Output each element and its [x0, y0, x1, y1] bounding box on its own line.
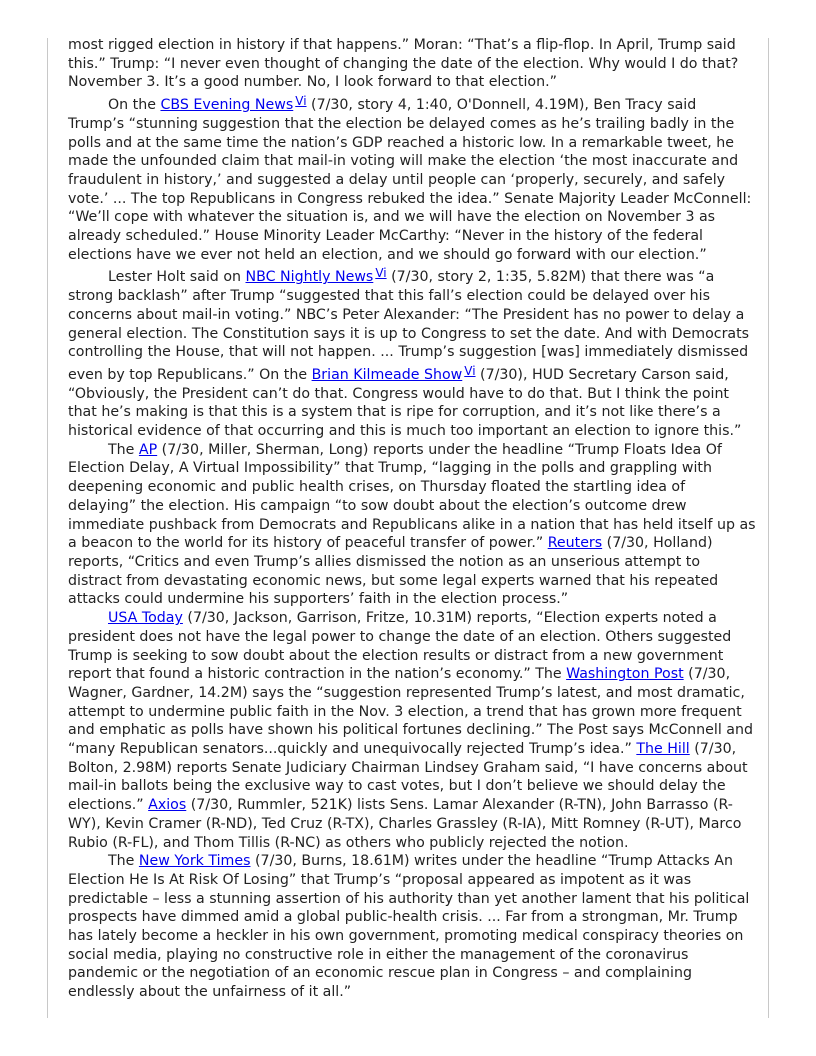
- paragraph-text: (7/30, Holland) reports, “Critics and even Trump’s allies dismissed the notion as an unserious attempt to distract from devastating economic news, but some legal experts warned that his repeated attacks could undermine his supporters’ faith in the election process.”: [68, 535, 719, 608]
- paragraph-text: Lester Holt said on: [108, 269, 246, 286]
- link-brian-kilmeade-show[interactable]: Brian Kilmeade Show: [311, 366, 463, 383]
- paragraph-text: most rigged election in history if that happens.” Moran: “That’s a flip-flop. In April, Trump said this.” Trump: “I never even thought of changing the date of the election. Why would I do that? November 3. It’s a good number. No, I look forward to that election.”: [68, 37, 739, 91]
- link-washington-post[interactable]: Washington Post: [566, 666, 684, 683]
- article-body: [68, 36, 756, 1002]
- paragraph: [68, 441, 756, 609]
- paragraph-text: On the: [108, 97, 161, 114]
- paragraph: [68, 852, 756, 1002]
- paragraph: [68, 36, 756, 92]
- right-margin-rule: [768, 38, 769, 1018]
- paragraph-text: (7/30, Miller, Sherman, Long) reports under the headline “Trump Floats Idea Of Election Delay, A Virtual Impossibility” that Trump, “lagging in the polls and grappling with deepening economic and public health crises, on Thursday floated the startling idea of delaying” the election. His campaign “to sow doubt about the election’s outcome drew immediate pushback from Democrats and Republicans alike in a nation that has held itself up as a beacon to the world for its history of peaceful transfer of power.”: [68, 441, 756, 552]
- link-nbc-nightly-news[interactable]: NBC Nightly News: [245, 269, 374, 286]
- paragraph-text: The: [108, 441, 139, 458]
- link-cbs-evening-news[interactable]: CBS Evening News: [160, 97, 294, 114]
- paragraph-text: (7/30, Bolton, 2.98M) reports Senate Judiciary Chairman Lindsey Graham said, “I have concerns about mail-in ballots being the exclusive way to cast votes, but I don’t believe we should delay the elections.”: [68, 741, 748, 814]
- video-link-nbc[interactable]: Vi: [375, 266, 387, 281]
- left-margin-rule: [47, 38, 48, 1018]
- paragraph-text: (7/30, story 2, 1:35, 5.82M) that there was “a strong backlash” after Trump “suggested that this fall’s election could be delayed over his concerns about mail-in voting.” NBC’s Peter Alexander: “The President has no power to delay a general election. The Constitution says it is up to Congress to set the date. And with Democrats controlling the House, that will not happen. ... Trump’s suggestion [was] immediately dismissed even by top Republicans.” On the: [68, 269, 750, 383]
- paragraph-text: (7/30, Burns, 18.61M) writes under the headline “Trump Attacks An Election He Is At Risk Of Losing” that Trump’s “proposal appeared as impotent as it was predictable – less a stunning assertion of his authority than yet another lament that his political prospects have dimmed amid a global public-health crisis. ... Far from a strongman, Mr. Trump has lately become a heckler in his own government, promoting medical conspiracy theories on social media, playing no constructive role in either the management of the coronavirus pandemic or the negotiation of an economic rescue plan in Congress – and complaining endlessly about the unfairness of it all.”: [68, 853, 750, 1001]
- paragraph-text: (7/30, story 4, 1:40, O'Donnell, 4.19M), Ben Tracy said Trump’s “stunning suggestion that the election be delayed comes as he’s trailing badly in the polls and at the same time the nation’s GDP reached a historic low. In a remarkable tweet, he made the unfounded claim that mail-in voting will make the election ‘the most inaccurate and fraudulent in history,’ and suggested a delay until people can ‘properly, securely, and safely vote.’ ... The top Republicans in Congress rebuked the idea.” Senate Majority Leader McConnell: “We’ll cope with whatever the situation is, and we will have the election on November 3 as already scheduled.” House Minority Leader McCarthy: “Never in the history of the federal elections have we ever not held an election, and we should go forward with our election.”: [68, 97, 752, 263]
- link-the-hill[interactable]: The Hill: [636, 741, 690, 758]
- paragraph: [68, 264, 756, 440]
- link-new-york-times[interactable]: New York Times: [138, 853, 251, 870]
- paragraph-text: (7/30, Wagner, Gardner, 14.2M) says the “suggestion represented Trump’s latest, and most dramatic, attempt to undermine public faith in the Nov. 3 election, a trend that has grown more frequent and emphatic as polls have shown his political fortunes declining.” The Post says McConnell and “many Republican senators...quickly and unequivocally rejected Trump’s idea.”: [68, 666, 753, 758]
- video-link-kilmeade[interactable]: Vi: [464, 363, 476, 378]
- link-axios[interactable]: Axios: [148, 797, 187, 814]
- video-link-cbs[interactable]: Vi: [295, 94, 307, 109]
- paragraph: [68, 609, 756, 852]
- paragraph-text: The: [108, 853, 139, 870]
- paragraph-text: (7/30, Jackson, Garrison, Fritze, 10.31M) reports, “Election experts noted a president does not have the legal power to change the date of an election. Others suggested Trump is seeking to sow doubt about the election results or distract from a new government report that found a historic contraction in the nation’s economy.” The: [68, 610, 732, 683]
- paragraph-text: (7/30), HUD Secretary Carson said, “Obviously, the President can’t do that. Congress would have to do that. But I think the point that he’s making is that this is a system that is ripe for corruption, and it’s not like there’s a historical evidence of that occurring and this is much too important an election to ignore this.”: [68, 366, 742, 440]
- link-usa-today[interactable]: USA Today: [108, 610, 183, 627]
- link-reuters[interactable]: Reuters: [547, 535, 603, 552]
- paragraph-text: (7/30, Rummler, 521K) lists Sens. Lamar Alexander (R-TN), John Barrasso (R-WY), Kevin Cramer (R-ND), Ted Cruz (R-TX), Charles Grassley (R-IA), Mitt Romney (R-UT), Marco Rubio (R-FL), and Thom Tillis (R-NC) as others who publicly rejected the notion.: [68, 797, 742, 851]
- link-ap[interactable]: AP: [138, 441, 158, 458]
- paragraph: [68, 92, 756, 264]
